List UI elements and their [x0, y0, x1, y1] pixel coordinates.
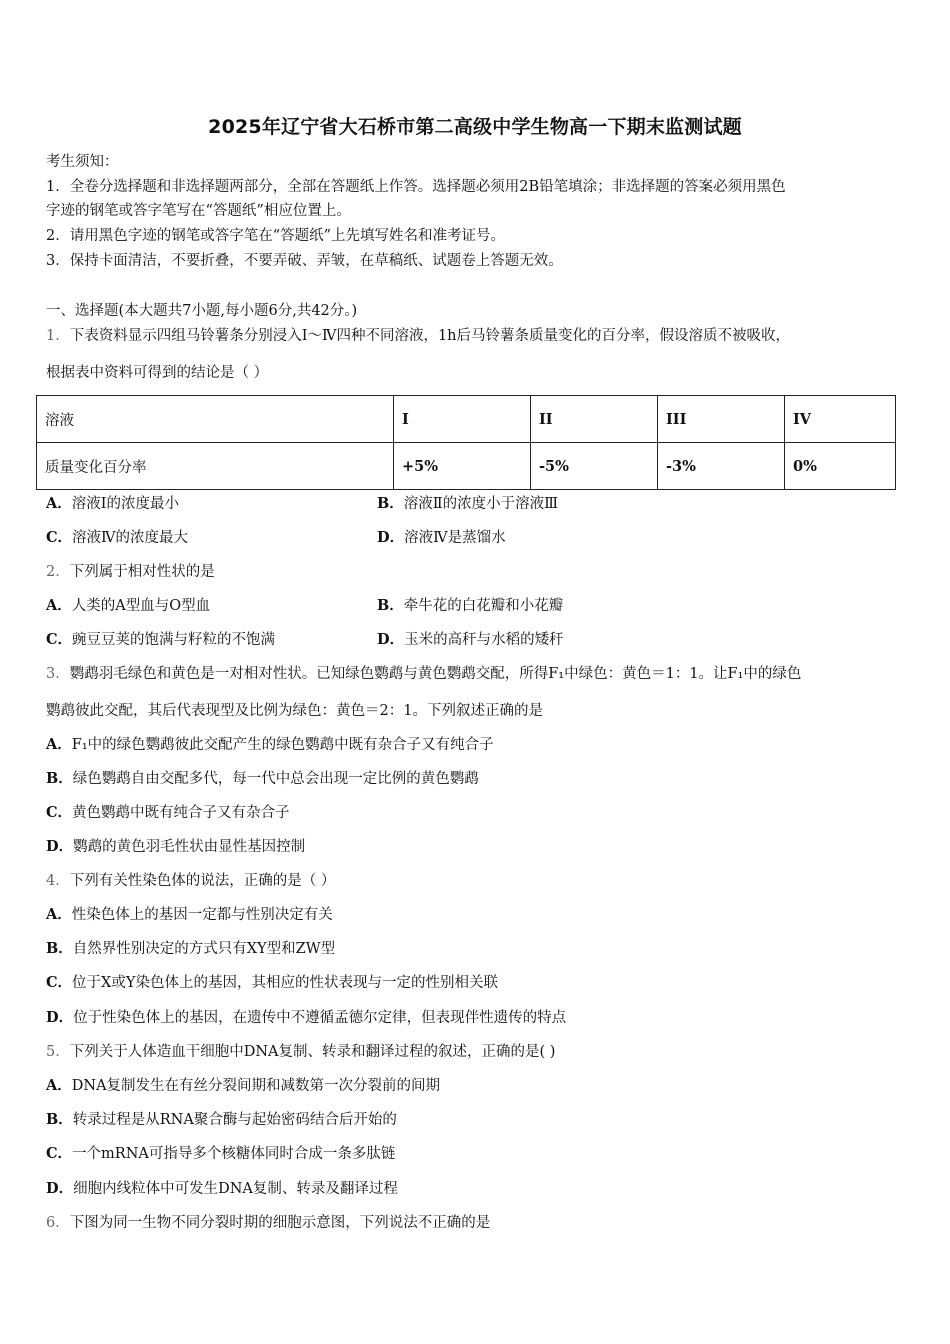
notice-item-2: 2．请用黑色字迹的钢笔或答字笔在“答题纸”上先填写姓名和准考证号。 — [46, 228, 506, 244]
option-c: C．豌豆豆荚的饱满与籽粒的不饱满 — [46, 631, 276, 648]
question-number: 5． — [46, 1044, 70, 1060]
option-d: D．鹦鹉的黄色羽毛性状由显性基因控制 — [46, 838, 306, 855]
notice-item-1b: 字迹的钢笔或答字笔写在“答题纸”相应位置上。 — [46, 203, 351, 219]
option-b: B．溶液Ⅱ的浓度小于溶液Ⅲ — [377, 495, 559, 512]
option-a: A．F₁中的绿色鹦鹉彼此交配产生的绿色鹦鹉中既有杂合子又有纯合子 — [46, 736, 494, 753]
option-b: B．绿色鹦鹉自由交配多代，每一代中总会出现一定比例的黄色鹦鹉 — [46, 770, 479, 787]
table-cell: II — [531, 396, 658, 443]
question-text: 下列有关性染色体的说法，正确的是（ ） — [69, 873, 336, 889]
question-text: 下表资料显示四组马铃薯条分别浸入Ⅰ～Ⅳ四种不同溶液，1h后马铃薯条质量变化的百分率，假设溶质不被吸收， — [69, 328, 791, 344]
option-a: A．溶液Ⅰ的浓度最小 — [46, 495, 179, 512]
option-c: C．溶液Ⅳ的浓度最大 — [46, 529, 189, 546]
table-cell: 质量变化百分率 — [37, 443, 394, 490]
question-3-cont: 鹦鹉彼此交配，其后代表现型及比例为绿色：黄色＝2：1。下列叙述正确的是 — [46, 703, 543, 719]
table-cell: -3% — [658, 443, 785, 490]
option-c: C．一个mRNA可指导多个核糖体同时合成一条多肽链 — [46, 1145, 396, 1162]
option-a: A．性染色体上的基因一定都与性别决定有关 — [46, 906, 333, 923]
option-d: D．细胞内线粒体中可发生DNA复制、转录及翻译过程 — [46, 1180, 398, 1197]
table-cell: IV — [785, 396, 896, 443]
question-1 — [46, 326, 790, 346]
table-header-row — [37, 396, 896, 443]
question-number: 6． — [46, 1215, 70, 1231]
table-cell: III — [658, 396, 785, 443]
section-heading: 一、选择题(本大题共7小题,每小题6分,共42分。) — [46, 303, 358, 319]
question-3 — [46, 664, 801, 684]
question-6 — [46, 1213, 490, 1233]
question-5 — [46, 1042, 555, 1062]
question-text: 下列属于相对性状的是 — [69, 564, 215, 580]
page-title: 2025年辽宁省大石桥市第二高级中学生物高一下期末监测试题 — [208, 116, 742, 138]
question-2 — [46, 562, 215, 582]
question-number: 3． — [46, 666, 70, 682]
option-b: B．自然界性别决定的方式只有XY型和ZW型 — [46, 940, 336, 957]
table-cell: -5% — [531, 443, 658, 490]
table-cell: 溶液 — [37, 396, 394, 443]
question-number: 1． — [46, 328, 70, 344]
option-b: B．转录过程是从RNA聚合酶与起始密码结合后开始的 — [46, 1111, 397, 1128]
data-table — [36, 395, 896, 490]
table-cell: +5% — [394, 443, 531, 490]
table-cell: I — [394, 396, 531, 443]
question-4 — [46, 871, 335, 891]
option-a: A．人类的A型血与O型血 — [46, 597, 211, 614]
question-number: 2． — [46, 564, 70, 580]
notice-heading: 考生须知： — [46, 154, 119, 170]
option-c: C．黄色鹦鹉中既有纯合子又有杂合子 — [46, 804, 290, 821]
notice-item-3: 3．保持卡面清洁，不要折叠，不要弄破、弄皱，在草稿纸、试题卷上答题无效。 — [46, 253, 563, 269]
option-a: A．DNA复制发生在有丝分裂间期和减数第一次分裂前的间期 — [46, 1077, 441, 1094]
question-text: 下列关于人体造血干细胞中DNA复制、转录和翻译过程的叙述，正确的是( ) — [69, 1044, 556, 1060]
question-1-cont: 根据表中资料可得到的结论是（ ） — [46, 365, 269, 381]
question-text: 下图为同一生物不同分裂时期的细胞示意图，下列说法不正确的是 — [69, 1215, 491, 1231]
table-cell: 0% — [785, 443, 896, 490]
option-b: B．牵牛花的白花瓣和小花瓣 — [377, 597, 564, 614]
option-d: D．玉米的高秆与水稻的矮秆 — [377, 631, 564, 648]
question-text: 鹦鹉羽毛绿色和黄色是一对相对性状。已知绿色鹦鹉与黄色鹦鹉交配，所得F₁中绿色：黄色＝1：1。让F₁中的绿色 — [69, 666, 802, 682]
notice-item-1a: 1．全卷分选择题和非选择题两部分，全部在答题纸上作答。选择题必须用2B铅笔填涂；非选择题的答案必须用黑色 — [46, 179, 786, 195]
question-number: 4． — [46, 873, 70, 889]
option-d: D．溶液Ⅳ是蒸馏水 — [377, 529, 506, 546]
option-c: C．位于X或Y染色体上的基因，其相应的性状表现与一定的性别相关联 — [46, 974, 498, 991]
option-d: D．位于性染色体上的基因，在遗传中不遵循孟德尔定律，但表现伴性遗传的特点 — [46, 1009, 567, 1026]
table-row — [37, 443, 896, 490]
